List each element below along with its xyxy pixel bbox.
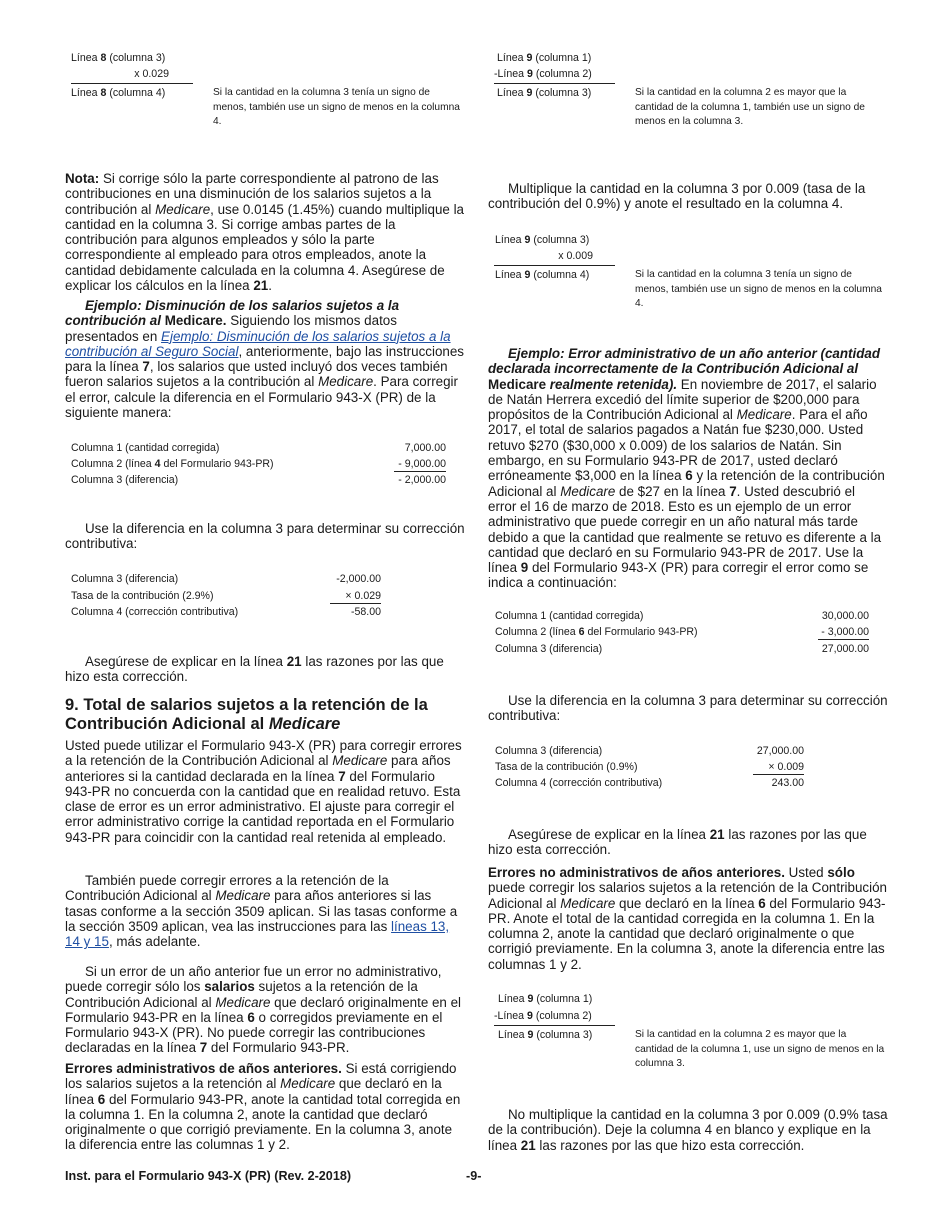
table3-row2-label: Columna 2 (línea 6 del Formulario 943-PR) <box>495 626 698 638</box>
ejemplo-seguro-social-link[interactable]: Ejemplo: Disminución de los salarios sujetos a la contribución al Seguro Social <box>65 328 451 359</box>
rcalc3-divider <box>494 1025 615 1026</box>
table2-row1-value: -2,000.00 <box>336 573 381 585</box>
table1-row2-value: - 9,000.00 <box>398 458 446 470</box>
table2-row1-label: Columna 3 (diferencia) <box>71 573 179 585</box>
table1-row2-label: Columna 2 (línea 4 del Formulario 943-PR) <box>71 458 274 470</box>
table3-row1-value: 30,000.00 <box>821 610 869 622</box>
table1-row1-label: Columna 1 (cantidad corregida) <box>71 442 220 454</box>
calc-note: Si la cantidad en la columna 3 tenía un signo de menos, también use un signo de menos en la columna 4. <box>213 87 460 128</box>
footer-form-title: Inst. para el Formulario 943-X (PR) (Rev. 2-2018) <box>65 1169 352 1183</box>
table2-row2-label: Tasa de la contribución (2.9%) <box>71 590 214 602</box>
table1-row1-value: 7,000.00 <box>404 442 446 454</box>
rcalc1-note: Si la cantidad en la columna 2 es mayor que la cantidad de la columna 1, también use un signo de menos en la columna 3. <box>635 87 865 128</box>
table3-row3-label: Columna 3 (diferencia) <box>495 643 603 655</box>
use-difference-paragraph: Use la diferencia en la columna 3 para determinar su corrección contributiva: <box>65 521 465 552</box>
rcalc1-divider <box>494 83 615 84</box>
table1-row3-value: - 2,000.00 <box>398 474 446 486</box>
section9-paragraph4: Errores administrativos de años anteriores. Si está corrigiendo los salarios sujetos a la retención al Medicare que declaró en la línea 6 del Formulario 943-PR, anote la cantidad total corregida en la columna 1. En la columna 2, anote la cantidad que declaró originalmente o que corrigió previamente. En la columna 3, anote la diferencia entre las columnas 1 y 2. <box>65 1061 461 1153</box>
use-difference-paragraph-right: Use la diferencia en la columna 3 para determinar su corrección contributiva: <box>488 693 888 724</box>
calc-line8-col3: Línea 8 (columna 3) <box>71 52 166 64</box>
rcalc1-row2: -Línea 9 (columna 2) <box>494 68 592 80</box>
rcalc2-row3: Línea 9 (columna 4) <box>495 269 590 281</box>
table4-row1-label: Columna 3 (diferencia) <box>495 745 603 757</box>
section9-paragraph3: Si un error de un año anterior fue un error no administrativo, puede corregir sólo los salarios sujetos a la retención de la Contribución Adicional al Medicare que declaró originalmente en el Formulario 943-PR en la línea 6 o corregidos previamente en el Formulario 943-X (PR). No puede corregir las contribuciones declaradas en la línea 7 del Formulario 943-PR. <box>65 964 462 1056</box>
rcalc3-row1: Línea 9 (columna 1) <box>498 993 593 1005</box>
errores-no-admin-paragraph: Errores no administrativos de años anteriores. Usted sólo puede corregir los salarios sujetos a la retención de la Contribución Adicional al Medicare que declaró en la línea 6 del Formulario 943-PR. Anote el total de la cantidad corregida en la columna 1. En la columna 2, anote la cantidad que declaró originalmente o que corrigió previamente. En la columna 3, anote la diferencia entre las columnas 1 y 2. <box>488 865 887 972</box>
rcalc2-row2: x 0.009 <box>558 250 593 262</box>
table3-row1-label: Columna 1 (cantidad corregida) <box>495 610 644 622</box>
calc-multiplier: x 0.029 <box>134 68 169 80</box>
section9-paragraph1: Usted puede utilizar el Formulario 943-X (PR) para corregir errores a la retención de la Contribución Adicional al Medicare para años anteriores si la cantidad declarada en la línea 7 del Formulario 943-PR no concuerda con la cantidad que en realidad retuvo. Esta clase de error es un error administrativo. El ajuste para corregir el error administrativo corrige la cantidad reportada en el Formulario 943-PR para coincidir con la cantidad real retenida al empleado. <box>65 738 462 845</box>
table4-row3-label: Columna 4 (corrección contributiva) <box>495 777 663 789</box>
table2-row3-label: Columna 4 (corrección contributiva) <box>71 606 239 618</box>
calc-divider <box>71 83 193 84</box>
rcalc2-note: Si la cantidad en la columna 3 tenía un signo de menos, también use un signo de menos en la columna 4. <box>635 269 882 310</box>
rcalc3-note: Si la cantidad en la columna 2 es mayor que la cantidad de la columna 1, use un signo de menos en la columna 3. <box>635 1029 885 1070</box>
rcalc2-row1: Línea 9 (columna 3) <box>495 234 590 246</box>
rcalc1-row3: Línea 9 (columna 3) <box>497 87 592 99</box>
multiplique-paragraph: Multiplique la cantidad en la columna 3 por 0.009 (tasa de la contribución del 0.9%) y anote el resultado en la columna 4. <box>488 181 866 212</box>
nota-paragraph: Nota: Si corrige sólo la parte correspondiente al patrono de las contribuciones en una disminución de los salarios sujetos a la contribución al Medicare, use 0.0145 (1.45%) cuando multiplique la cantidad en la columna 3. Si corrige ambas partes de la contribución para algunos empleados y sólo la parte correspondiente al empleado para otros empleados, anote la cantidad debidamente calculada en la columna 4. Asegúrese de explicar los cálculos en la línea 21. <box>65 171 464 294</box>
table4-row1-value: 27,000.00 <box>756 745 804 757</box>
table3-divider <box>818 639 869 640</box>
table1-row3-label: Columna 3 (diferencia) <box>71 474 179 486</box>
calc-line8-col4: Línea 8 (columna 4) <box>71 87 166 99</box>
table2-row2-value: × 0.029 <box>345 590 381 602</box>
table4-row2-value: × 0.009 <box>768 761 804 773</box>
rcalc3-row3: Línea 9 (columna 3) <box>498 1029 593 1041</box>
rcalc3-row2: -Línea 9 (columna 2) <box>494 1010 592 1022</box>
lineas-13-14-15-link[interactable]: líneas 13, 14 y 15 <box>65 918 450 950</box>
section-9-heading: 9. Total de salarios sujetos a la retención de la Contribución Adicional al Medicare <box>65 696 428 733</box>
ejemplo-medicare-paragraph: Ejemplo: Disminución de los salarios sujetos a la contribución al Medicare. Siguiendo los mismos datos presentados en Ejemplo: Disminución de los salarios sujetos a la contribución al Seguro Social, anteriormente, bajo las instrucciones para la línea 7, los salarios que usted incluyó dos veces también fueron salarios sujetos a la contribución al Medicare. Para corregir el error, calcule la diferencia en el Formulario 943-X (PR) de la siguiente manera: <box>65 298 464 421</box>
rcalc2-divider <box>494 265 615 266</box>
section9-paragraph2: También puede corregir errores a la retención de la Contribución Adicional al Medicare para años anteriores si las tasas conforme a la sección 3509 aplican. Si las tasas conforme a la sección 3509 aplican, vea las instrucciones para las líneas 13, 14 y 15, más adelante. <box>65 873 458 950</box>
table3-row2-value: - 3,000.00 <box>821 626 869 638</box>
rcalc1-row1: Línea 9 (columna 1) <box>497 52 592 64</box>
table2-row3-value: -58.00 <box>350 606 381 618</box>
table3-row3-value: 27,000.00 <box>821 643 869 655</box>
table4-row3-value: 243.00 <box>771 777 804 789</box>
page-number: -9- <box>466 1169 482 1183</box>
ejemplo-error-admin-paragraph: Ejemplo: Error administrativo de un año anterior (cantidad declarada incorrectamente de la Contribución Adicional al Medicare realmente retenida). En noviembre de 2017, el salario de Natán Herrera excedió del límite superior de $200,000 para propósitos de la Contribución Adicional al Medicare. Para el año 2017, el total de salarios pagados a Natán fue $230,000. Usted retuvo $270 ($30,000 x 0.009) de los salarios de Natán. Sin embargo, en su Formulario 943-PR de 2017, usted declaró erróneamente $3,000 en la línea 6 y la retención de la contribución Adicional al Medicare de $27 en la línea 7. Usted descubrió el error el 16 de marzo de 2018. Esto es un ejemplo de un error administrativo que puede corregir en un año natural más tarde debido a que la cantidad que realmente se retuvo es diferente a la cantidad que declaró en su Formulario 943-PR de 2017. Use la línea 9 del Formulario 943-X (PR) para corregir el error como se indica a continuación: <box>488 346 885 591</box>
table4-row2-label: Tasa de la contribución (0.9%) <box>495 761 638 773</box>
asegurese-paragraph-right: Asegúrese de explicar en la línea 21 las razones por las que hizo esta corrección. <box>488 827 867 858</box>
asegurese-paragraph: Asegúrese de explicar en la línea 21 las razones por las que hizo esta corrección. <box>65 654 444 685</box>
no-multiplique-paragraph: No multiplique la cantidad en la columna 3 por 0.009 (0.9% tasa de la contribución). Deje la columna 4 en blanco y explique en la línea 21 las razones por las que hizo esta corrección. <box>488 1107 888 1153</box>
